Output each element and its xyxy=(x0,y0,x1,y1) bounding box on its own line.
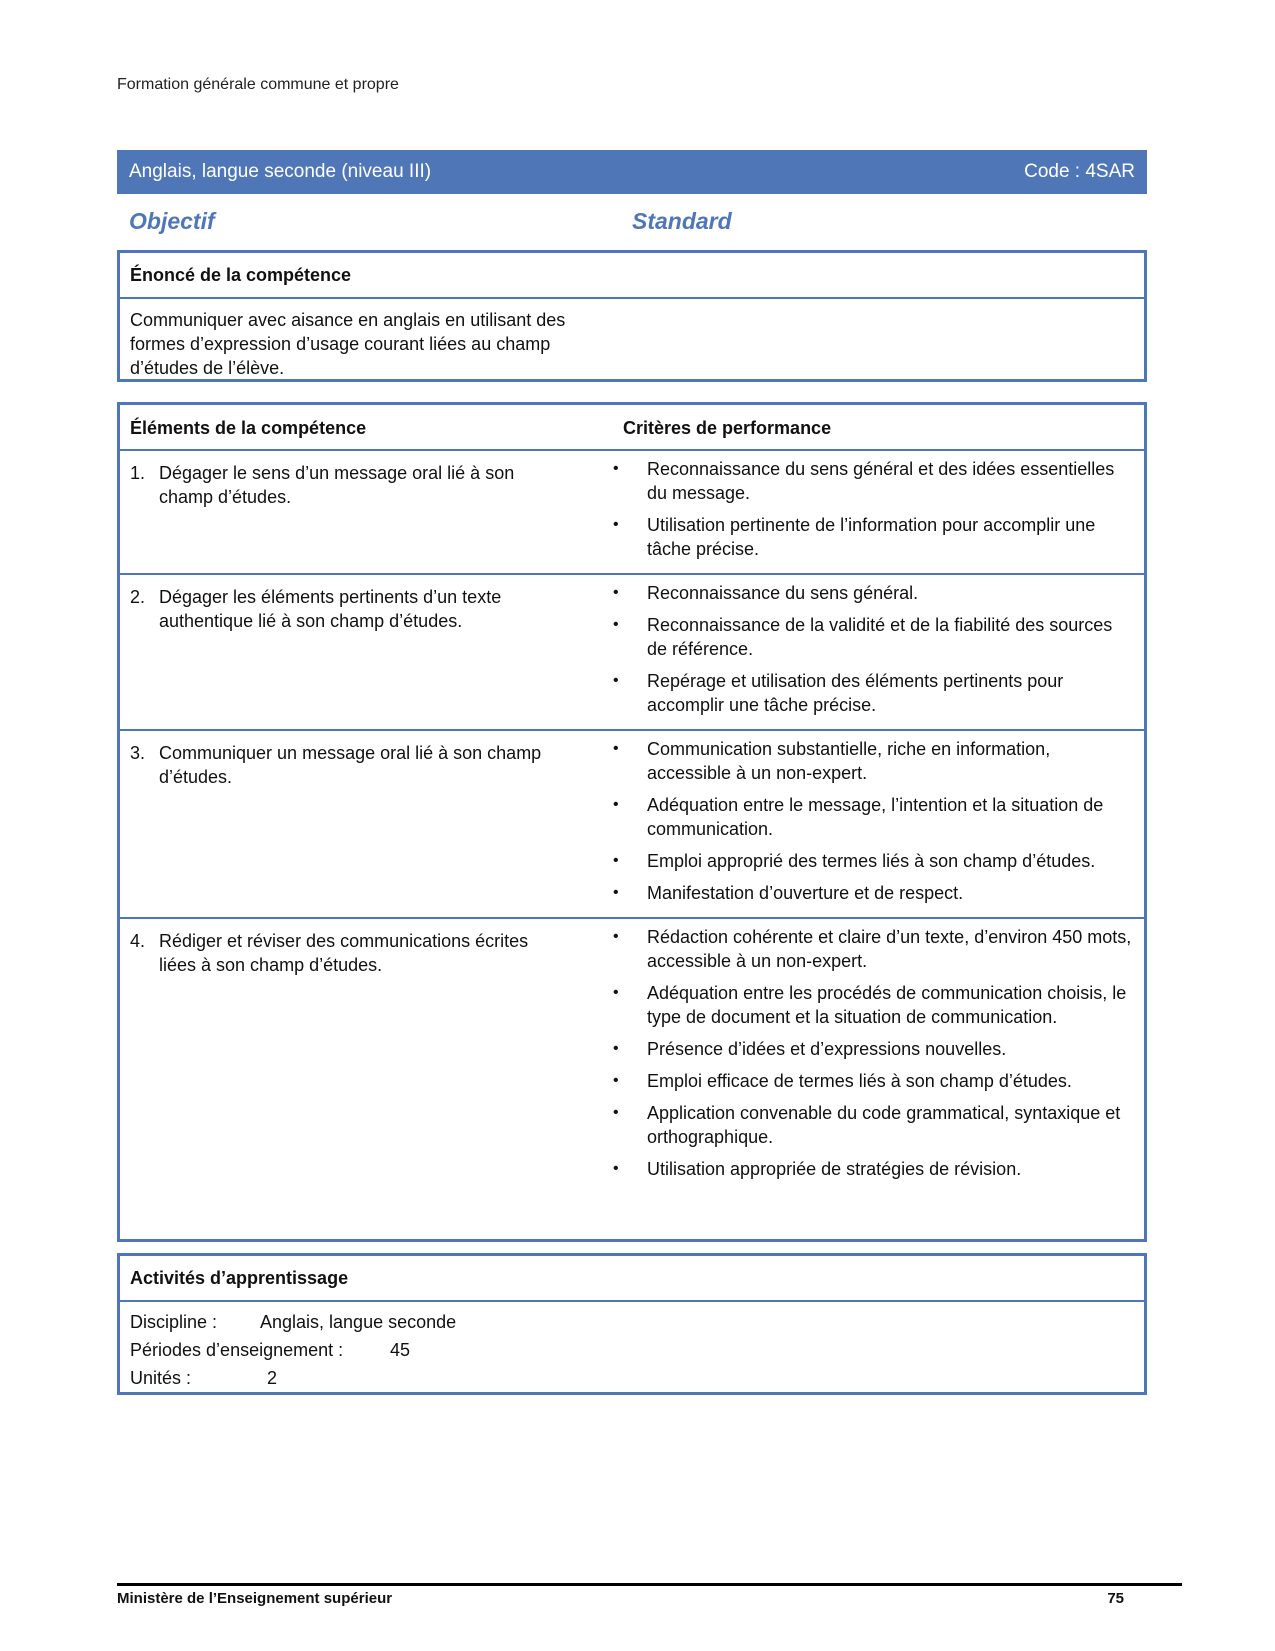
discipline-row xyxy=(130,1308,1134,1336)
criterion-text: Utilisation appropriée de stratégies de révision. xyxy=(647,1159,1022,1179)
criterion-text: Emploi approprié des termes liés à son champ d’études. xyxy=(647,851,1096,871)
bullet-icon: • xyxy=(613,1040,619,1057)
periods-label: Périodes d’enseignement : xyxy=(130,1340,344,1360)
course-code: Code : 4SAR xyxy=(1024,161,1135,182)
element-text: Communiquer un message oral lié à son champ d’études. xyxy=(159,743,542,787)
units-label: Unités : xyxy=(130,1368,192,1388)
discipline-value: Anglais, langue seconde xyxy=(260,1312,457,1332)
criterion-item xyxy=(613,581,1136,605)
criterion-text: Adéquation entre les procédés de communication choisis, le type de document et la situation de communication. xyxy=(647,983,1127,1027)
criterion-text: Manifestation d’ouverture et de respect. xyxy=(647,883,964,903)
units-value: 2 xyxy=(267,1368,278,1388)
bullet-icon: • xyxy=(613,884,619,901)
criterion-item xyxy=(613,669,1136,717)
element-cell xyxy=(120,731,613,917)
criterion-text: Reconnaissance du sens général et des idées essentielles du message. xyxy=(647,459,1115,503)
criterion-item xyxy=(613,1037,1136,1061)
criterion-item xyxy=(613,1157,1136,1181)
element-text: Dégager les éléments pertinents d’un texte authentique lié à son champ d’études. xyxy=(159,587,502,631)
bullet-icon: • xyxy=(613,1160,619,1177)
criteria-heading: Critères de performance xyxy=(623,418,832,438)
competence-table xyxy=(117,402,1147,1242)
criterion-item xyxy=(613,1101,1136,1149)
criterion-item xyxy=(613,849,1136,873)
competence-row xyxy=(120,451,1144,575)
element-cell xyxy=(120,575,613,729)
element-text: Dégager le sens d’un message oral lié à son champ d’études. xyxy=(159,463,515,507)
competence-rows xyxy=(120,451,1144,1193)
element-number: 4. xyxy=(130,931,146,951)
footer-ministry: Ministère de l’Enseignement supérieur xyxy=(117,1590,393,1607)
competence-row xyxy=(120,919,1144,1193)
bullet-icon: • xyxy=(613,1104,619,1121)
criterion-text: Application convenable du code grammatical, syntaxique et orthographique. xyxy=(647,1103,1121,1147)
criterion-item xyxy=(613,737,1136,785)
criterion-item xyxy=(613,981,1136,1029)
criterion-text: Emploi efficace de termes liés à son champ d’études. xyxy=(647,1071,1072,1091)
criterion-item xyxy=(613,881,1136,905)
bullet-icon: • xyxy=(613,796,619,813)
bullet-icon: • xyxy=(613,928,619,945)
units-row xyxy=(130,1364,1134,1392)
criterion-text: Reconnaissance de la validité et de la fiabilité des sources de référence. xyxy=(647,615,1113,659)
enonce-heading: Énoncé de la compétence xyxy=(120,253,1144,299)
element-number: 1. xyxy=(130,463,146,483)
element-cell xyxy=(120,919,613,1193)
criterion-item xyxy=(613,925,1136,973)
element-cell xyxy=(120,451,613,573)
criteria-cell xyxy=(613,575,1144,729)
competence-row xyxy=(120,575,1144,731)
criterion-text: Communication substantielle, riche en information, accessible à un non-expert. xyxy=(647,739,1051,783)
criterion-text: Présence d’idées et d’expressions nouvelles. xyxy=(647,1039,1007,1059)
objective-heading: Objectif xyxy=(129,208,215,234)
criterion-text: Reconnaissance du sens général. xyxy=(647,583,919,603)
course-title: Anglais, langue seconde (niveau III) xyxy=(129,161,432,182)
running-header: Formation générale commune et propre xyxy=(117,76,399,93)
criterion-item xyxy=(613,513,1136,561)
periods-value: 45 xyxy=(390,1340,411,1360)
criterion-item xyxy=(613,457,1136,505)
bullet-icon: • xyxy=(613,852,619,869)
periods-row xyxy=(130,1336,1134,1364)
element-text: Rédiger et réviser des communications écrites liées à son champ d’études. xyxy=(159,931,529,975)
criterion-text: Adéquation entre le message, l’intention et la situation de communication. xyxy=(647,795,1104,839)
bullet-icon: • xyxy=(613,460,619,477)
element-number: 2. xyxy=(130,587,146,607)
bullet-icon: • xyxy=(613,584,619,601)
criterion-item xyxy=(613,793,1136,841)
elements-heading: Éléments de la compétence xyxy=(130,418,367,438)
enonce-text: Communiquer avec aisance en anglais en utilisant des formes d’expression d’usage courant liées au champ d’études de l’élève. xyxy=(130,310,566,378)
activities-body xyxy=(120,1302,1144,1398)
bullet-icon: • xyxy=(613,672,619,689)
column-headings xyxy=(129,208,1129,238)
bullet-icon: • xyxy=(613,516,619,533)
competence-row xyxy=(120,731,1144,919)
criterion-text: Rédaction cohérente et claire d’un texte, d’environ 450 mots, accessible à un non-expert. xyxy=(647,927,1132,971)
activities-box xyxy=(117,1253,1147,1395)
course-banner xyxy=(117,150,1147,194)
discipline-label: Discipline : xyxy=(130,1312,218,1332)
criteria-cell xyxy=(613,451,1144,573)
competence-table-header xyxy=(120,405,1144,451)
element-number: 3. xyxy=(130,743,146,763)
activities-heading: Activités d’apprentissage xyxy=(120,1256,1144,1302)
bullet-icon: • xyxy=(613,616,619,633)
standard-heading: Standard xyxy=(632,208,732,234)
footer-rule xyxy=(117,1583,1182,1586)
enonce-box xyxy=(117,250,1147,382)
bullet-icon: • xyxy=(613,740,619,757)
bullet-icon: • xyxy=(613,1072,619,1089)
criteria-cell xyxy=(613,919,1144,1193)
criterion-item xyxy=(613,1069,1136,1093)
criteria-cell xyxy=(613,731,1144,917)
criterion-item xyxy=(613,613,1136,661)
criterion-text: Utilisation pertinente de l’information pour accomplir une tâche précise. xyxy=(647,515,1096,559)
criterion-text: Repérage et utilisation des éléments pertinents pour accomplir une tâche précise. xyxy=(647,671,1064,715)
bullet-icon: • xyxy=(613,984,619,1001)
page-footer xyxy=(117,1590,1124,1607)
page-number: 75 xyxy=(1107,1590,1124,1607)
